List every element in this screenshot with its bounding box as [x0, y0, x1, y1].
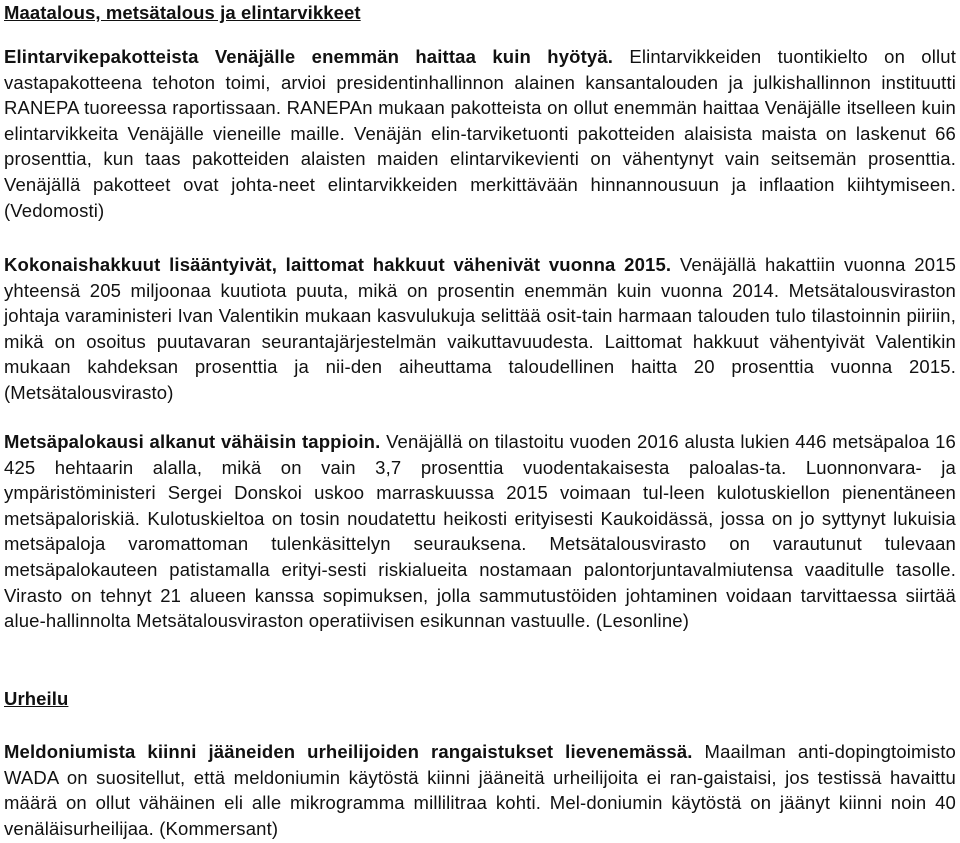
article-headline: Metsäpalokausi alkanut vähäisin tappioin. [4, 431, 381, 452]
article-headline: Kokonaishakkuut lisääntyivät, laittomat hakkuut vähenivät vuonna 2015. [4, 254, 672, 275]
article-headline: Elintarvikepakotteista Venäjälle enemmän haittaa kuin hyötyä. [4, 46, 614, 67]
section-heading-urheilu: Urheilu [4, 688, 69, 709]
article-body: Elintarvikkeiden tuontikielto on ollut vastapakotteena tehoton toimi, arvioi presidentinhallinnon alainen kansantalouden ja julkishallinnon instituutti RANEPA tuoreessa raportissaan. RANEPAn mukaan pakotteista on ollut enemmän haittaa Venäjälle itselleen kuin elintarvikkeita Venäjälle vieneille maille. Venäjän elin-tarviketuonti pakotteiden alaisista maista on laskenut 66 prosenttia, kun taas pakotteiden alaisten maiden elintarvikevienti on vähentynyt vain seitsemän prosenttia. Venäjällä pakotteet ovat johta-neet elintarvikkeiden merkittävään hinnannousuun ja inflaation kiihtymiseen. (Vedomosti) [4, 46, 956, 221]
article-body: Maailman anti-dopingtoimisto WADA on suositellut, että meldoniumin käytöstä kiinni jääneitä urheilijoita ei ran-gaistaisi, jos testissä havaittu määrä on ollut vähäinen eli alle mikrogramma millilitraa kohti. Mel-doniumin käytöstä on jäänyt kiinni noin 40 venäläisurheilijaa. (Kommersant) [4, 741, 956, 839]
article-paragraph [4, 44, 956, 223]
section-heading-maatalous: Maatalous, metsätalous ja elintarvikkeet [4, 2, 361, 23]
article-paragraph [4, 429, 956, 634]
article-paragraph [4, 252, 956, 406]
article-headline: Meldoniumista kiinni jääneiden urheilijoiden rangaistukset lievenemässä. [4, 741, 693, 762]
article-body: Venäjällä hakattiin vuonna 2015 yhteensä 205 miljoonaa kuutiota puuta, mikä on prosentin enemmän kuin vuonna 2014. Metsätalousviraston johtaja varaministeri Ivan Valentikin mukaan kasvulukuja selittää osit-tain harmaan talouden tulo tilastoinnin piiriin, mikä on osoitus puutavaran seurantajärjestelmän vaikuttavuudesta. Laittomat hakkuut vähentyivät Valentikin mukaan kahdeksan prosenttia ja nii-den aiheuttama taloudellinen haitta 20 prosenttia vuonna 2015. (Metsätalousvirasto) [4, 254, 957, 403]
article-body: Venäjällä on tilastoitu vuoden 2016 alusta lukien 446 metsäpaloa 16 425 hehtaarin alalla, mikä on vain 3,7 prosenttia vuodentakaisesta paloalas-ta. Luonnonvara- ja ympäristöministeri Sergei Donskoi uskoo marraskuussa 2015 voimaan tul-leen kulotuskiellon pienentäneen metsäpaloriskiä. Kulotuskieltoa on tosin noudatettu heikosti erityisesti Kaukoidässä, jossa on jo syttynyt lukuisia metsäpaloja varomattoman tulenkäsittelyn seurauksena. Metsätalousvirasto on varautunut tulevaan metsäpalokauteen patistamalla erityi-sesti riskialueita nostamaan palontorjuntavalmiutensa vaaditulle tasolle. Virasto on tehnyt 21 alueen kanssa sopimuksen, jolla sammutustöiden johtaminen voidaan tarvittaessa siirtää alue-hallinnolta Metsätalousviraston operatiivisen esikunnan vastuulle. (Lesonline) [4, 431, 956, 632]
article-paragraph [4, 739, 956, 841]
